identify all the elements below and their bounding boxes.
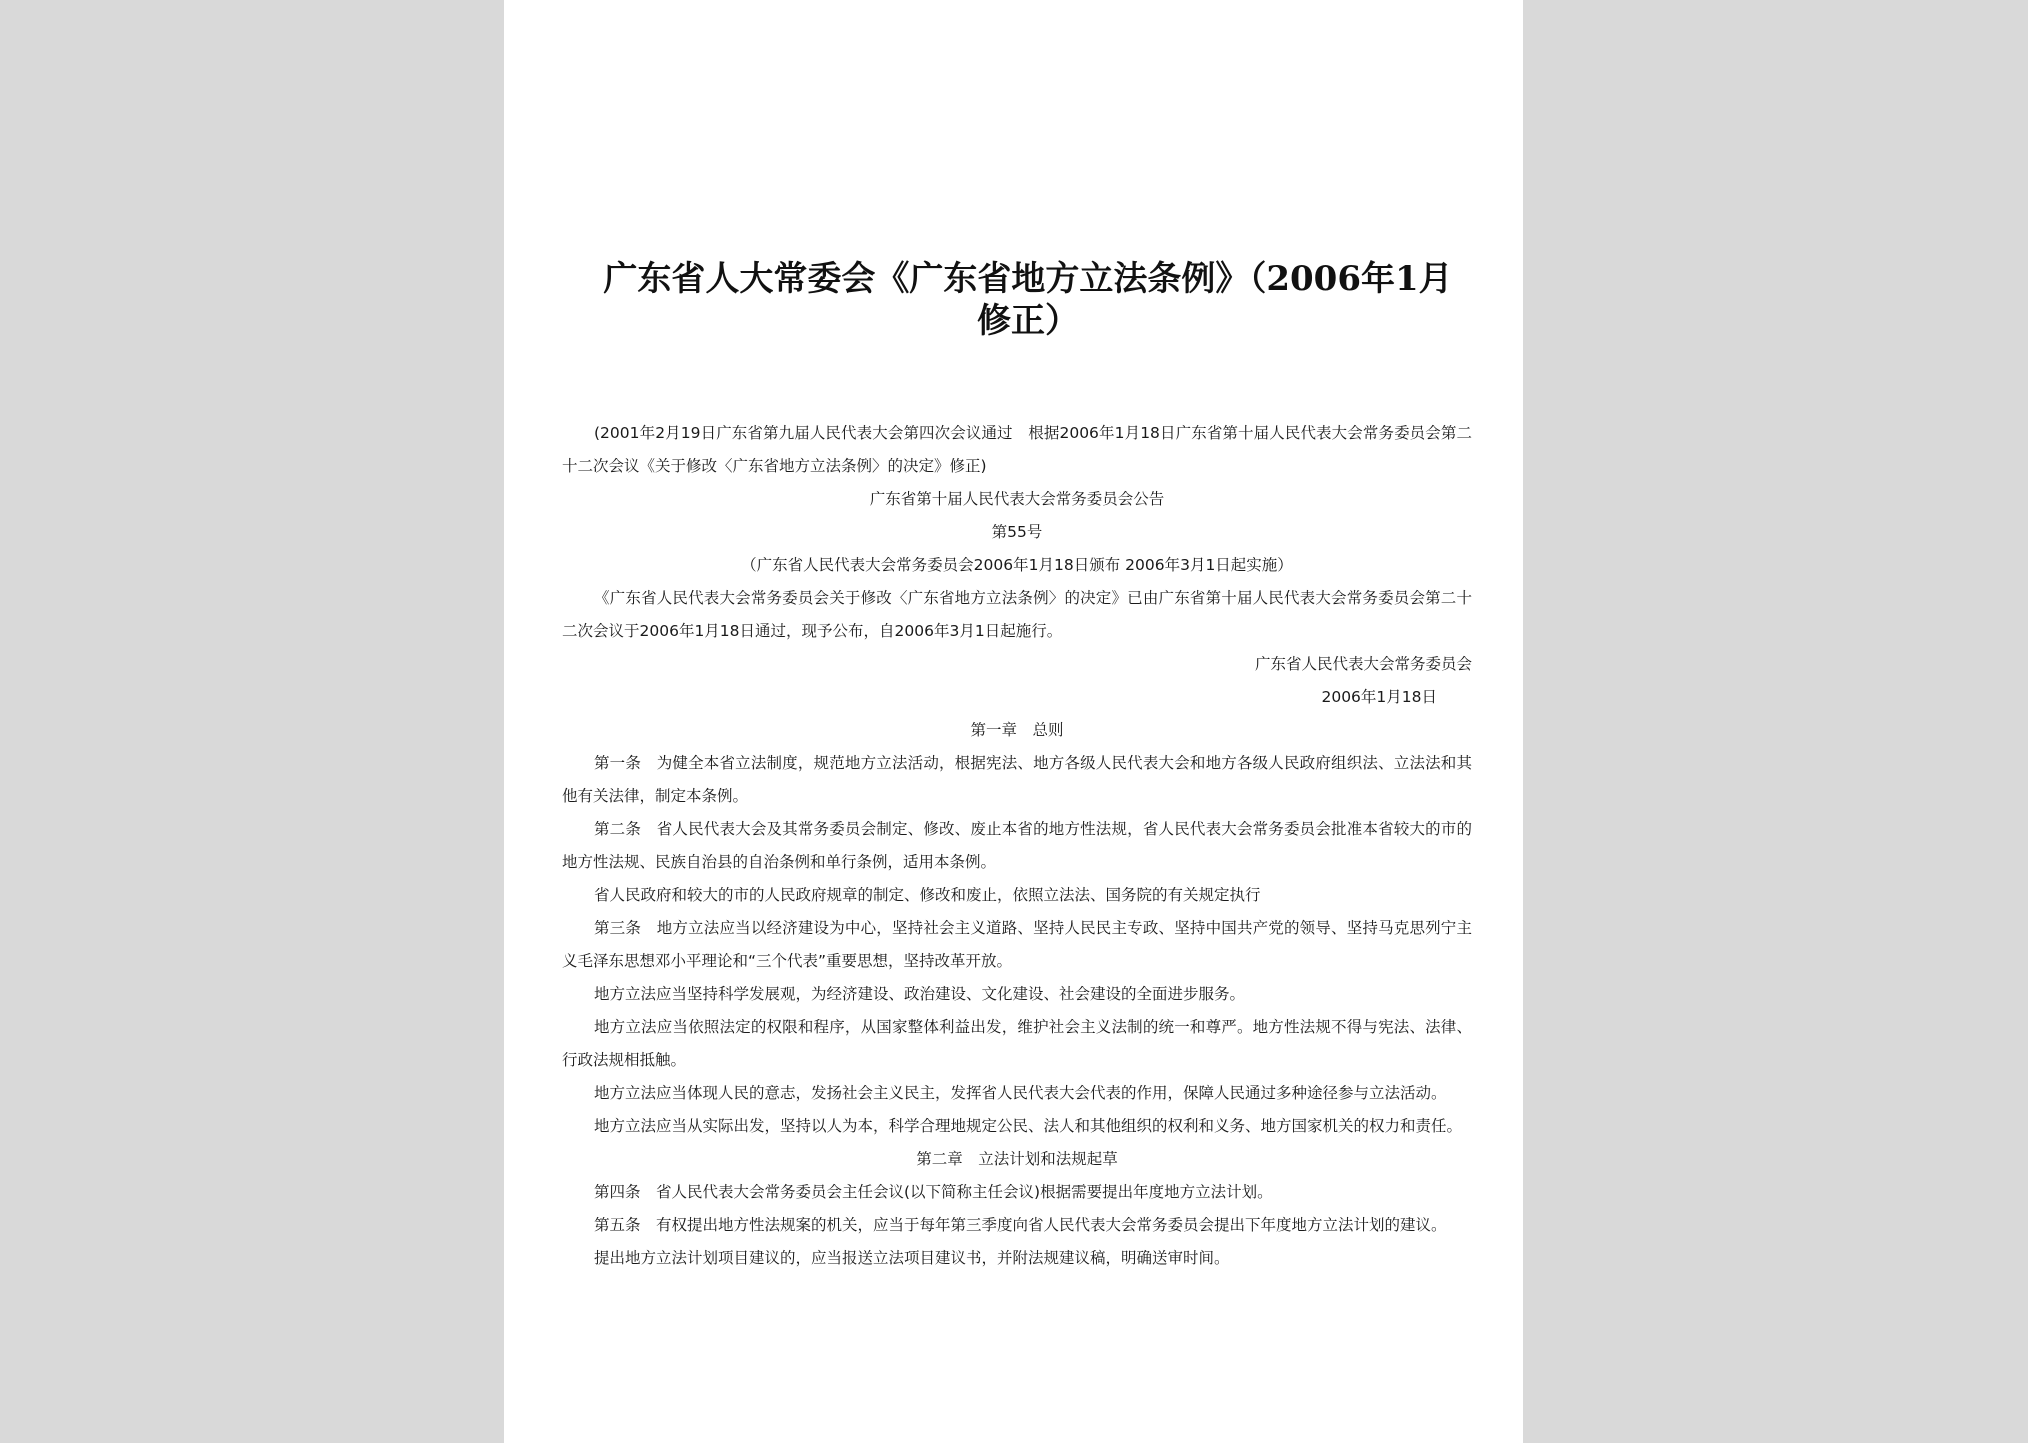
article-2: 第二条 省人民代表大会及其常务委员会制定、修改、废止本省的地方性法规，省人民代表大会常务委员会批准本省较大的市的地方性法规、民族自治县的自治条例和单行条例，适用本条例。 [562, 820, 1472, 871]
chapter-2-heading: 第二章 立法计划和法规起草 [916, 1150, 1118, 1168]
article-3-paragraph-5: 地方立法应当从实际出发，坚持以人为本，科学合理地规定公民、法人和其他组织的权利和义务、地方国家机关的权力和责任。 [594, 1117, 1463, 1135]
announcement-number: 第55号 [991, 523, 1043, 541]
announcement-dates: （广东省人民代表大会常务委员会2006年1月18日颁布 2006年3月1日起实施） [741, 556, 1293, 574]
signature-org: 广东省人民代表大会常务委员会 [1254, 655, 1472, 673]
chapter-1-heading: 第一章 总则 [970, 721, 1064, 739]
document-page [504, 0, 1523, 1443]
announcement-issuer: 广东省第十届人民代表大会常务委员会公告 [869, 490, 1165, 508]
article-4: 第四条 省人民代表大会常务委员会主任会议(以下简称主任会议)根据需要提出年度地方立法计划。 [594, 1183, 1273, 1201]
article-2-paragraph-2: 省人民政府和较大的市的人民政府规章的制定、修改和废止，依照立法法、国务院的有关规定执行 [594, 886, 1261, 904]
article-3-paragraph-2: 地方立法应当坚持科学发展观，为经济建设、政治建设、文化建设、社会建设的全面进步服务。 [594, 985, 1246, 1003]
intro-paragraph: (2001年2月19日广东省第九届人民代表大会第四次会议通过 根据2006年1月18日广东省第十届人民代表大会常务委员会第二十二次会议《关于修改〈广东省地方立法条例〉的决定》修正) [562, 424, 1472, 475]
signature-date: 2006年1月18日 [1321, 688, 1437, 706]
article-5: 第五条 有权提出地方性法规案的机关，应当于每年第三季度向省人民代表大会常务委员会提出下年度地方立法计划的建议。 [594, 1216, 1447, 1234]
document-title: 广东省人大常委会《广东省地方立法条例》（2006年1月修正） [603, 259, 1453, 341]
article-3: 第三条 地方立法应当以经济建设为中心，坚持社会主义道路、坚持人民民主专政、坚持中国共产党的领导、坚持马克思列宁主义毛泽东思想邓小平理论和“三个代表”重要思想，坚持改革开放。 [562, 919, 1472, 970]
article-3-paragraph-3: 地方立法应当依照法定的权限和程序，从国家整体利益出发，维护社会主义法制的统一和尊严。地方性法规不得与宪法、法律、行政法规相抵触。 [562, 1018, 1472, 1069]
article-3-paragraph-4: 地方立法应当体现人民的意志，发扬社会主义民主，发挥省人民代表大会代表的作用，保障人民通过多种途径参与立法活动。 [594, 1084, 1447, 1102]
document-body [562, 417, 1472, 1275]
article-1: 第一条 为健全本省立法制度，规范地方立法活动，根据宪法、地方各级人民代表大会和地方各级人民政府组织法、立法法和其他有关法律，制定本条例。 [562, 754, 1472, 805]
article-5-paragraph-2: 提出地方立法计划项目建议的，应当报送立法项目建议书，并附法规建议稿，明确送审时间。 [594, 1249, 1230, 1267]
announcement-body: 《广东省人民代表大会常务委员会关于修改〈广东省地方立法条例〉的决定》已由广东省第十届人民代表大会常务委员会第二十二次会议于2006年1月18日通过，现予公布，自2006年3月1日起施行。 [562, 589, 1472, 640]
